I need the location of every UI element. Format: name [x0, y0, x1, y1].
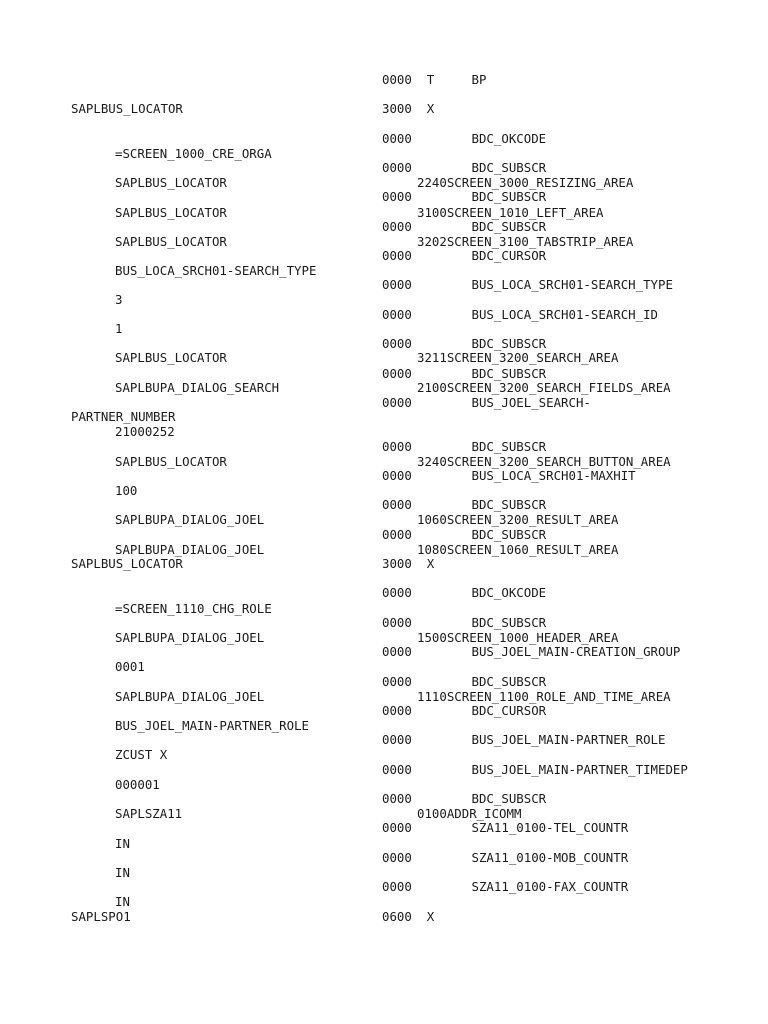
field-value: SAPLBUPA_DIALOG_JOEL: [115, 630, 265, 645]
field-value: SAPLBUPA_DIALOG_JOEL: [115, 689, 265, 704]
field-value: SAPLBUS_LOCATOR: [115, 454, 227, 469]
subscreen-area: 2100SCREEN_3200_SEARCH_FIELDS_AREA: [417, 380, 671, 395]
field-name-line: 0000 BDC_SUBSCR: [382, 439, 547, 454]
program-name: SAPLSPO1: [71, 909, 131, 924]
field-name-line: 0000 BUS_LOCA_SRCH01-MAXHIT: [382, 468, 636, 483]
field-value: 1: [115, 321, 123, 336]
subscreen-area: 3211SCREEN_3200_SEARCH_AREA: [417, 350, 619, 365]
field-name-line: 0000 BUS_JOEL_MAIN-PARTNER_ROLE: [382, 732, 666, 747]
field-name-line: 0000 BDC_SUBSCR: [382, 791, 547, 806]
field-name-line: 0000 BDC_SUBSCR: [382, 160, 547, 175]
field-value: 3: [115, 292, 123, 307]
field-value: ZCUST X: [115, 747, 168, 762]
field-name-line: 0000 BDC_CURSOR: [382, 248, 547, 263]
field-value: SAPLBUPA_DIALOG_SEARCH: [115, 380, 280, 395]
subscreen-area: 3240SCREEN_3200_SEARCH_BUTTON_AREA: [417, 454, 671, 469]
field-value: SAPLSZA11: [115, 806, 183, 821]
field-value: =SCREEN_1110_CHG_ROLE: [115, 601, 272, 616]
screen-step-line: 3000 X: [382, 101, 435, 116]
field-value: SAPLBUPA_DIALOG_JOEL: [115, 512, 265, 527]
program-name: SAPLBUS_LOCATOR: [71, 101, 183, 116]
field-value: 0001: [115, 659, 145, 674]
field-name-line: 0000 BDC_SUBSCR: [382, 527, 547, 542]
field-name-line: 0000 BDC_SUBSCR: [382, 189, 547, 204]
field-value: SAPLBUS_LOCATOR: [115, 205, 227, 220]
field-value: IN: [115, 894, 130, 909]
field-name-line: 0000 BDC_OKCODE: [382, 585, 547, 600]
field-name-line: 0000 BUS_JOEL_MAIN-PARTNER_TIMEDEP: [382, 762, 688, 777]
screen-step-line: 3000 X: [382, 556, 435, 571]
subscreen-area: 2240SCREEN_3000_RESIZING_AREA: [417, 175, 634, 190]
subscreen-area: 1500SCREEN_1000_HEADER_AREA: [417, 630, 619, 645]
screen-step-line: 0600 X: [382, 909, 435, 924]
field-name-line: 0000 BDC_SUBSCR: [382, 336, 547, 351]
field-value: =SCREEN_1000_CRE_ORGA: [115, 146, 272, 161]
field-name-line: 0000 BDC_OKCODE: [382, 131, 547, 146]
field-value: 100: [115, 483, 138, 498]
field-name-line: 0000 BDC_CURSOR: [382, 703, 547, 718]
field-value: 000001: [115, 777, 160, 792]
subscreen-area: 0100ADDR_ICOMM: [417, 806, 522, 821]
field-name-line: 0000 BUS_JOEL_SEARCH-: [382, 395, 591, 410]
subscreen-area: 3100SCREEN_1010_LEFT_AREA: [417, 205, 604, 220]
field-name-line: 0000 BDC_SUBSCR: [382, 674, 547, 689]
screen-step-line: 0000 T BP: [382, 72, 487, 87]
field-value: SAPLBUS_LOCATOR: [115, 234, 227, 249]
subscreen-area: 1060SCREEN_3200_RESULT_AREA: [417, 512, 619, 527]
field-value: BUS_JOEL_MAIN-PARTNER_ROLE: [115, 718, 309, 733]
field-name-line: 0000 BDC_SUBSCR: [382, 497, 547, 512]
field-name-line: 0000 BDC_SUBSCR: [382, 615, 547, 630]
field-name-line: 0000 BUS_LOCA_SRCH01-SEARCH_ID: [382, 307, 659, 322]
subscreen-area: 3202SCREEN_3100_TABSTRIP_AREA: [417, 234, 634, 249]
subscreen-area: 1110SCREEN_1100_ROLE_AND_TIME_AREA: [417, 689, 671, 704]
field-name-line: 0000 SZA11_0100-FAX_COUNTR: [382, 879, 629, 894]
field-value: SAPLBUS_LOCATOR: [115, 350, 227, 365]
field-name-continuation: PARTNER_NUMBER: [71, 409, 176, 424]
field-name-line: 0000 BUS_LOCA_SRCH01-SEARCH_TYPE: [382, 277, 673, 292]
field-name-line: 0000 BDC_SUBSCR: [382, 366, 547, 381]
field-name-line: 0000 BUS_JOEL_MAIN-CREATION_GROUP: [382, 644, 681, 659]
field-name-line: 0000 BDC_SUBSCR: [382, 219, 547, 234]
subscreen-area: 1080SCREEN_1060_RESULT_AREA: [417, 542, 619, 557]
program-name: SAPLBUS_LOCATOR: [71, 556, 183, 571]
field-value: 21000252: [115, 424, 175, 439]
field-value: SAPLBUPA_DIALOG_JOEL: [115, 542, 265, 557]
field-value: BUS_LOCA_SRCH01-SEARCH_TYPE: [115, 263, 317, 278]
field-value: SAPLBUS_LOCATOR: [115, 175, 227, 190]
field-name-line: 0000 SZA11_0100-MOB_COUNTR: [382, 850, 629, 865]
field-value: IN: [115, 836, 130, 851]
field-name-line: 0000 SZA11_0100-TEL_COUNTR: [382, 820, 629, 835]
field-value: IN: [115, 865, 130, 880]
